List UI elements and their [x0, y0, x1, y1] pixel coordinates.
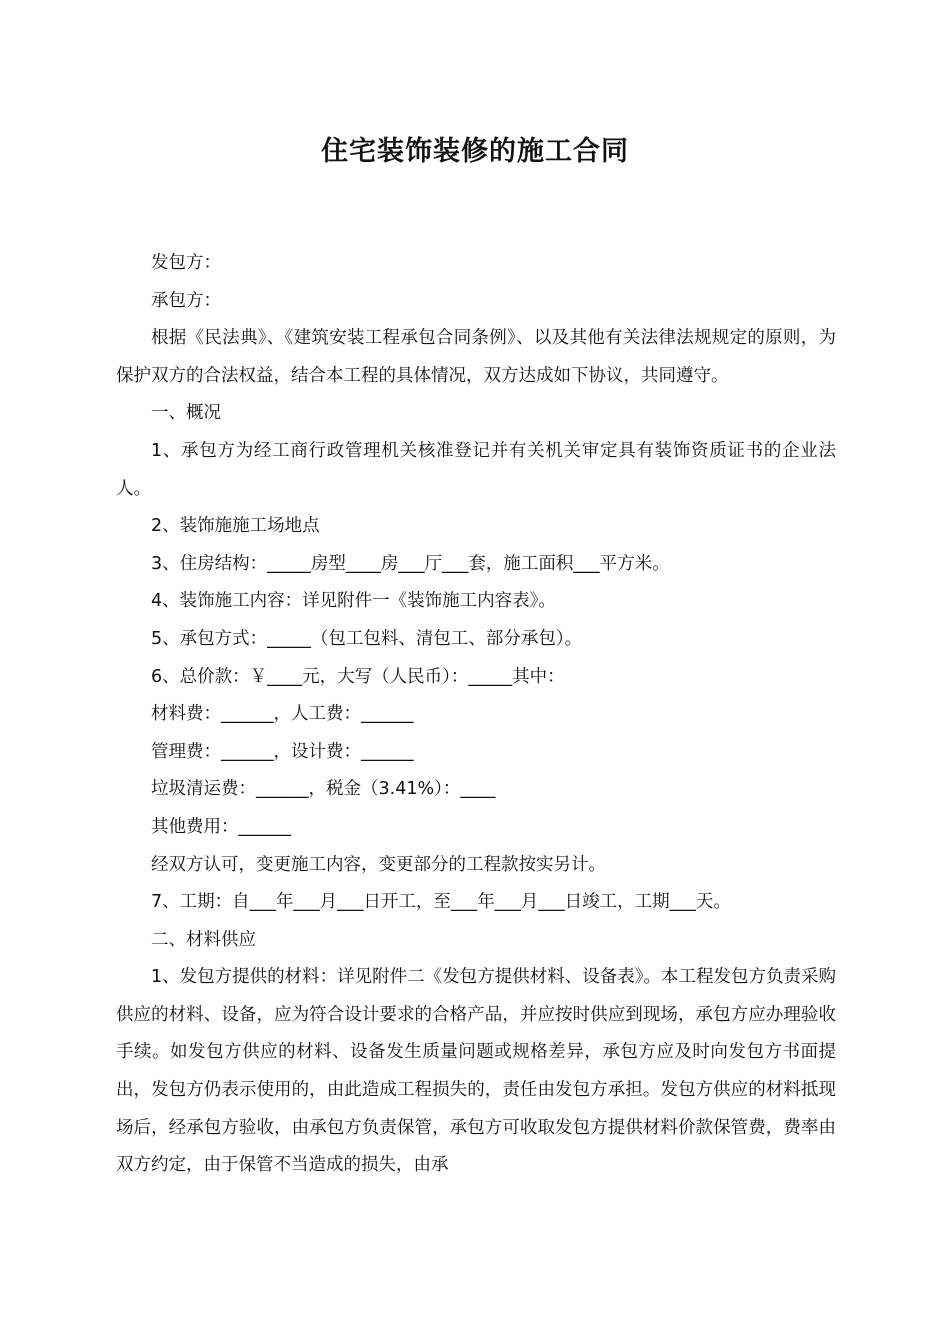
document-title: 住宅装饰装修的施工合同 — [321, 136, 629, 167]
paragraph-clause: 1、承包方为经工商行政管理机关核准登记并有关机关审定具有装饰资质证书的企业法人。 — [116, 440, 836, 499]
paragraph-clause: 1、发包方提供的材料：详见附件二《发包方提供材料、设备表》。本工程发包方负责采购供应的材料、设备，应为符合设计要求的合格产品，并应按时供应到现场，承包方应办理验收手续。如发包方供应的材料、设备发生质量问题或规格差异，承包方应及时向发包方书面提出，发包方仍表示使用的，由此造成工程损失的，责任由发包方承担。发包方供应的材料抵现场后，经承包方验收，由承包方负责保管，承包方可收取发包方提供材料价款保管费，费率由双方约定，由于保管不当造成的损失，由承 — [116, 967, 836, 1176]
paragraph-preamble: 根据《民法典》、《建筑安装工程承包合同条例》、以及其他有关法律法规规定的原则，为保护双方的合法权益，结合本工程的具体情况，双方达成如下协议，共同遵守。 — [116, 328, 836, 386]
paragraph-fee-line: 管理费：______，设计费：______ — [151, 741, 414, 762]
paragraph-fee-line: 材料费：______，人工费：______ — [151, 704, 414, 725]
paragraph-fee-line: 其他费用：______ — [151, 816, 291, 837]
paragraph-clause: 6、总价款：￥____元，大写（人民币）：_____其中： — [151, 666, 565, 687]
paragraph-clause: 2、装饰施施工场地点 — [151, 516, 320, 537]
paragraph-clause: 7、工期：自___年___月___日开工，至___年___月___日竣工，工期___天。 — [151, 892, 731, 913]
paragraph-fee-line: 垃圾清运费：______，税金（3.41%）：____ — [151, 779, 496, 800]
document-body — [116, 245, 836, 1185]
section-heading-overview: 一、概况 — [151, 403, 221, 424]
paragraph-clause: 3、住房结构：_____房型____房___厅___套，施工面积___平方米。 — [151, 553, 670, 574]
paragraph-clause: 4、装饰施工内容：详见附件一《装饰施工内容表》。 — [151, 591, 556, 612]
section-heading-materials: 二、材料供应 — [151, 929, 256, 950]
paragraph-contractor: 承包方： — [151, 290, 221, 311]
paragraph-clause: 经双方认可，变更施工内容，变更部分的工程款按实另计。 — [151, 854, 606, 875]
paragraph-clause: 5、承包方式：_____（包工包料、清包工、部分承包）。 — [151, 628, 583, 649]
paragraph-employer: 发包方： — [151, 253, 221, 273]
